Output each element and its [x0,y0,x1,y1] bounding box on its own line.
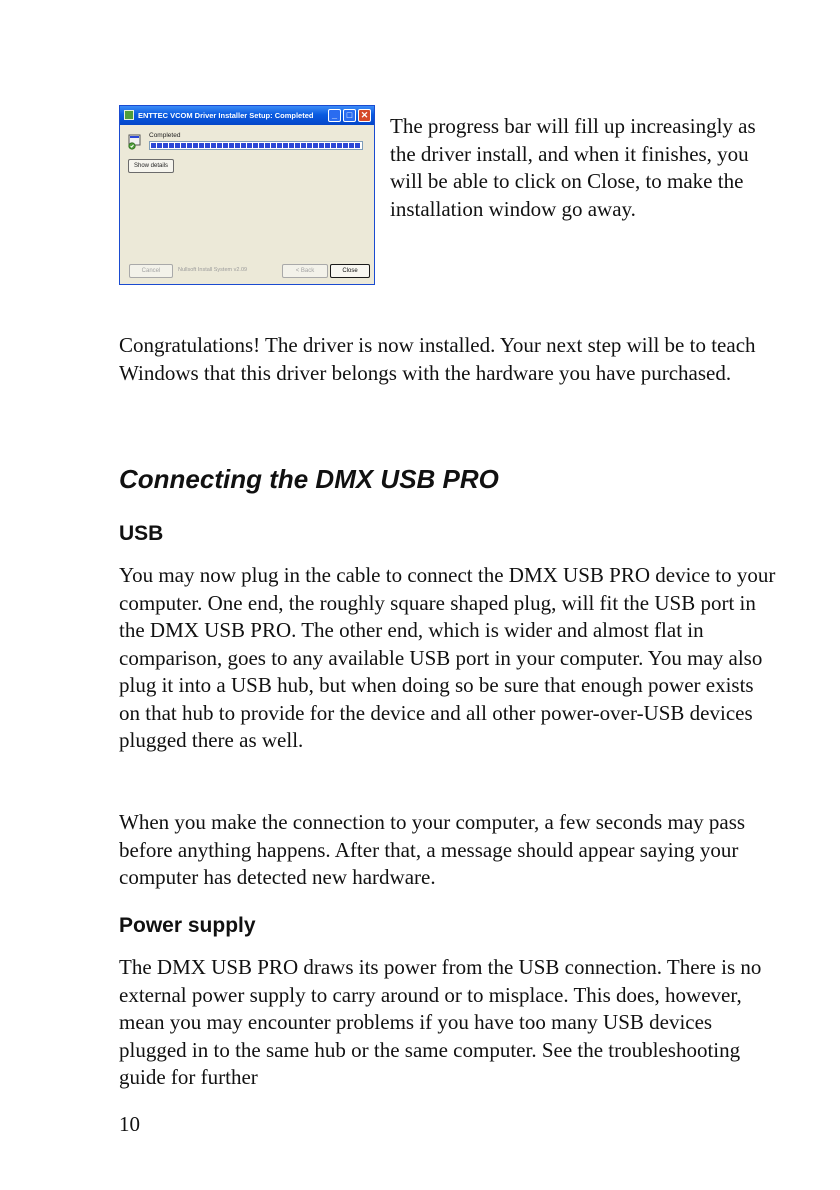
installer-title: ENTTEC VCOM Driver Installer Setup: Completed [138,111,314,120]
details-panel [128,179,366,254]
installer-titlebar [120,106,374,125]
status-label: Completed [149,132,181,139]
power-supply-heading: Power supply [119,914,256,937]
usb-paragraph-2: When you make the connection to your computer, a few seconds may pass before anything happens. After that, a message should appear saying your computer has detected new hardware. [119,810,746,889]
back-button[interactable]: < Back [282,264,328,278]
close-window-button[interactable]: ✕ [358,109,371,122]
maximize-button[interactable]: □ [343,109,356,122]
power-supply-paragraph: The DMX USB PRO draws its power from the USB connection. There is no external power supply to carry around or to misplace. This does, however, mean you may encounter problems if you have too many USB devices plugged in to the same hub or the same computer. See the troubleshooting guide for further [119,955,762,1089]
close-button[interactable]: Close [330,264,370,278]
usb-heading: USB [119,522,164,545]
show-details-button[interactable]: Show details [128,159,174,173]
cancel-button[interactable]: Cancel [129,264,173,278]
installer-footer [122,258,372,282]
page-number: 10 [119,1112,140,1136]
section-title: Connecting the DMX USB PRO [119,464,499,494]
congratulations-paragraph: Congratulations! The driver is now installed. Your next step will be to teach Windows that this driver belongs with the hardware you have purchased. [119,333,756,385]
usb-paragraph-1: You may now plug in the cable to connect the DMX USB PRO device to your computer. One end, the roughly square shaped plug, will fit the USB port in the DMX USB PRO. The other end, which is wider and almost flat in comparison, goes to any available USB port in your computer. You may also plug it into a USB hub, but when doing so be sure that enough power exists on that hub to provide for the device and all other power-over-USB devices plugged there as well. [119,563,776,752]
progress-fill [151,143,361,148]
progress-bar [149,141,363,150]
installer-app-icon [124,110,134,120]
installer-body [122,127,372,282]
installer-window [119,105,375,285]
installer-branding: Nullsoft Install System v2.09 [178,267,248,273]
intro-paragraph: The progress bar will fill up increasingly as the driver install, and when it finishes, you will be able to click on Close, to make the installation window go away. [390,114,756,221]
minimize-button[interactable]: _ [328,109,341,122]
package-icon [127,134,143,150]
